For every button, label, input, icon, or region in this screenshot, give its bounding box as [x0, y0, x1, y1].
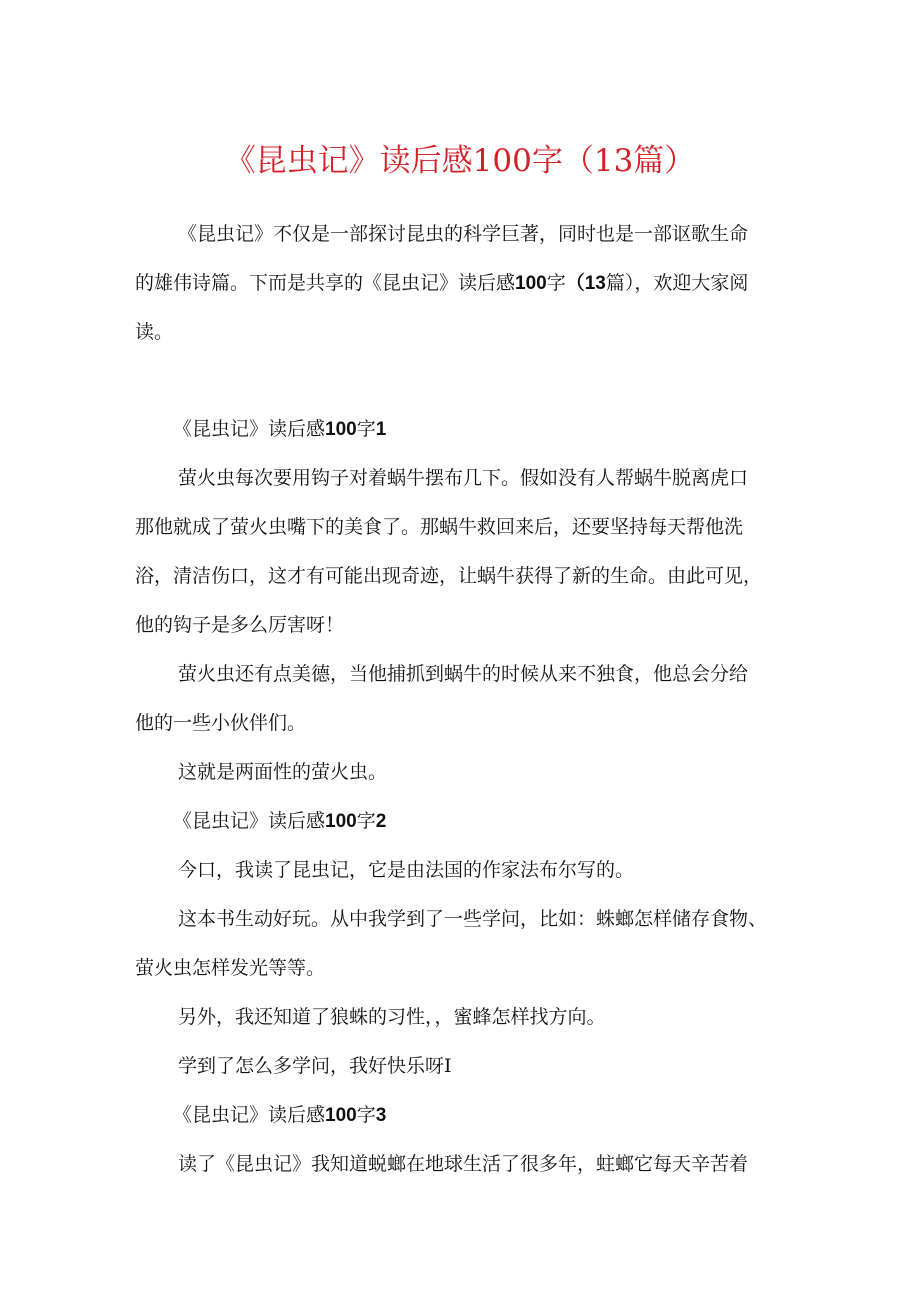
- section-1-paragraph-2: [135, 650, 787, 748]
- section-1-paragraph-1: [135, 454, 787, 650]
- text-line: 浴，清洁伤口，这才有可能出现奇迹，让蜗牛获得了新的生命。由此可见，: [135, 565, 763, 587]
- intro-line-3: 读。: [135, 321, 174, 343]
- text-line: 另外，我还知道了狼蛛的习性，，蜜蜂怎样找方向。: [178, 1006, 606, 1028]
- section-heading-1: [135, 405, 787, 454]
- intro-paragraph: [135, 210, 787, 357]
- text-line: 那他就成了萤火虫嘴下的美食了。那蜗牛救回来后，还要坚持每天帮他洗: [135, 516, 744, 538]
- text-line: 读了《昆虫记》我知道蜕螂在地球生活了很多年，蛀螂它每天辛苦着: [178, 1153, 749, 1175]
- section-1-paragraph-3: [135, 748, 787, 797]
- intro-bold-count: （13: [565, 273, 606, 294]
- intro-tail: 篇），欢迎大家阅: [605, 272, 749, 294]
- section-2-paragraph-2: [135, 895, 787, 993]
- section-heading-3: [135, 1091, 787, 1140]
- heading-text: 《昆虫记》读后感: [173, 810, 326, 832]
- section-2-paragraph-4: [135, 1042, 787, 1091]
- section-2-paragraph-3: [135, 993, 787, 1042]
- heading-text: 《昆虫记》读后感: [173, 1104, 326, 1126]
- heading-bold: 100: [325, 1105, 357, 1126]
- heading-bold: 100: [325, 419, 357, 440]
- section-2-paragraph-1: [135, 846, 787, 895]
- heading-text: 《昆虫记》读后感: [173, 418, 326, 440]
- text-line: 萤火虫还有点美德，当他捕抓到蜗牛的时候从来不独食，他总会分给: [178, 663, 749, 685]
- text-line: 萤火虫每次要用钩子对着蜗牛摆布几下。假如没有人帮蜗牛脱离虎口: [178, 467, 749, 489]
- heading-mid: 字: [356, 810, 376, 832]
- intro-text-mid: 字: [546, 272, 566, 294]
- intro-line-2: [135, 259, 787, 308]
- text-line: 这就是两面性的萤火虫。: [178, 761, 388, 783]
- heading-number: 1: [375, 419, 387, 440]
- intro-bold-number: 100: [515, 273, 547, 294]
- heading-mid: 字: [356, 1104, 376, 1126]
- text-line: 萤火虫怎样发光等等。: [135, 957, 326, 979]
- text-line: 他的钩子是多么厉害呀！: [135, 614, 345, 636]
- text-line: 这本书生动好玩。从中我学到了一些学问，比如：蛛螂怎样储存食物、: [178, 908, 768, 930]
- intro-line-1: 《昆虫记》不仅是一部探讨昆虫的科学巨著，同时也是一部讴歌生命: [178, 223, 749, 245]
- intro-text: 的雄伟诗篇。下而是共享的《昆虫记》读后感: [135, 272, 516, 294]
- heading-number: 3: [375, 1105, 387, 1126]
- heading-bold: 100: [325, 811, 357, 832]
- text-line: 今口，我读了昆虫记，它是由法国的作家法布尔写的。: [178, 859, 635, 881]
- section-heading-2: [135, 797, 787, 846]
- heading-mid: 字: [356, 418, 376, 440]
- text-line: 他的一些小伙伴们。: [135, 712, 307, 734]
- document-title: 《昆虫记》读后感100字（13篇）: [224, 143, 696, 179]
- section-3-paragraph-1: [135, 1140, 787, 1189]
- heading-number: 2: [375, 811, 387, 832]
- text-line: 学到了怎么多学问，我好快乐呀I: [178, 1055, 452, 1077]
